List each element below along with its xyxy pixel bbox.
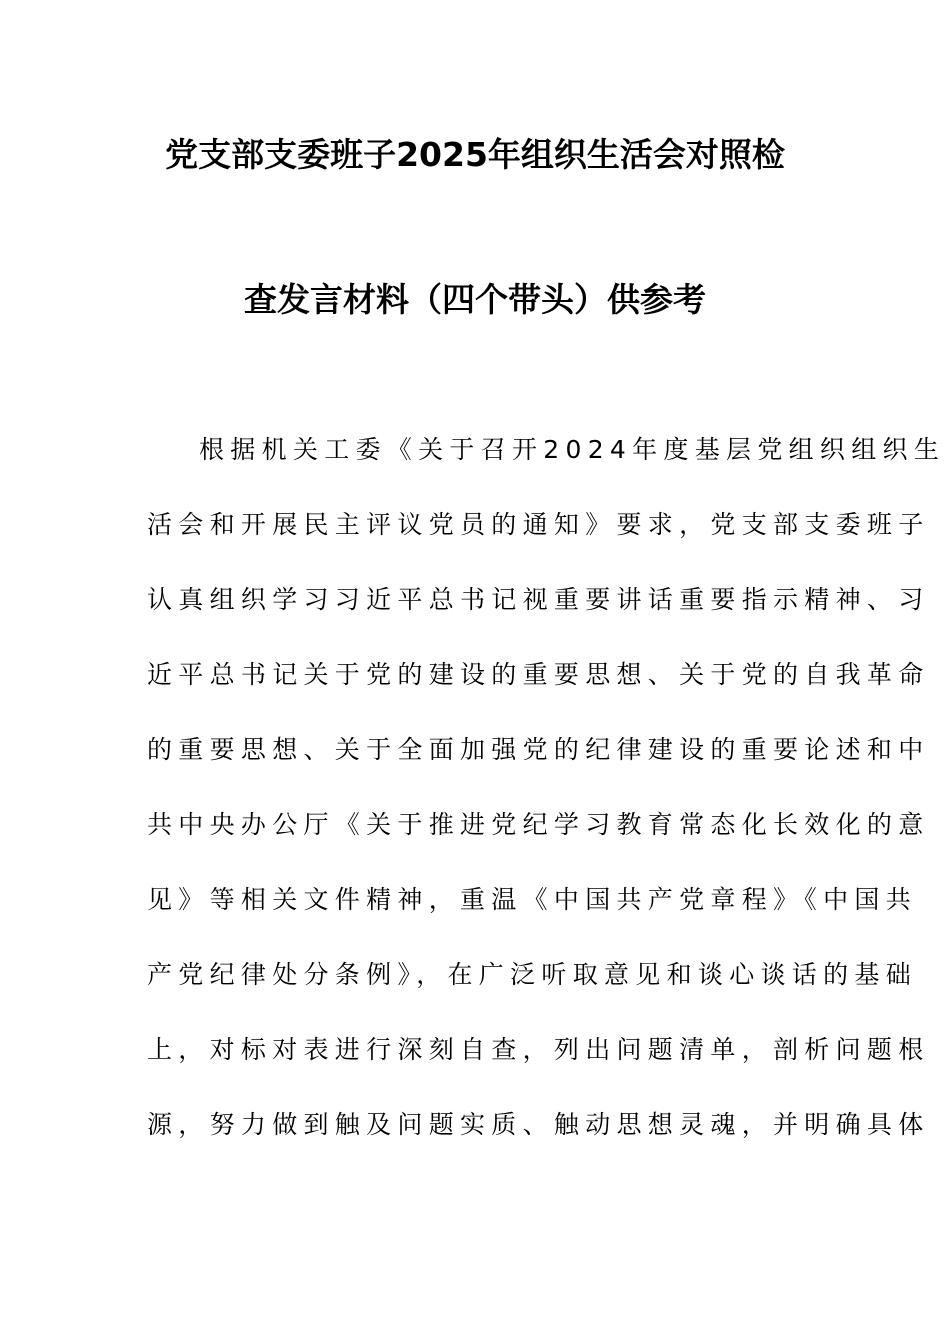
body-line: 的重要思想、关于全面加强党的纪律建设的重要论述和中 bbox=[147, 735, 930, 764]
body-line: 上，对标对表进行深刻自查，列出问题清单，剖析问题根 bbox=[147, 1035, 930, 1064]
title-line-2: 查发言材料（四个带头）供参考 bbox=[244, 280, 706, 319]
body-line: 源，努力做到触及问题实质、触动思想灵魂，并明确具体 bbox=[147, 1110, 930, 1139]
body-line: 活会和开展民主评议党员的通知》要求，党支部支委班子 bbox=[147, 510, 930, 539]
body-line: 共中央办公厅《关于推进党纪学习教育常态化长效化的意 bbox=[147, 810, 930, 839]
body-line: 认真组织学习习近平总书记视重要讲话重要指示精神、习 bbox=[147, 585, 930, 614]
body-line: 见》等相关文件精神，重温《中国共产党章程》《中国共 bbox=[147, 885, 918, 914]
body-line: 产党纪律处分条例》，在广泛听取意见和谈心谈话的基础 bbox=[147, 960, 918, 989]
title-line-1: 党支部支委班子2025年组织生活会对照检 bbox=[165, 135, 785, 174]
body-line: 近平总书记关于党的建设的重要思想、关于党的自我革命 bbox=[147, 660, 930, 689]
body-paragraph bbox=[147, 430, 946, 1180]
body-line: 根据机关工委《关于召开2024年度基层党组织组织生 bbox=[199, 435, 946, 464]
